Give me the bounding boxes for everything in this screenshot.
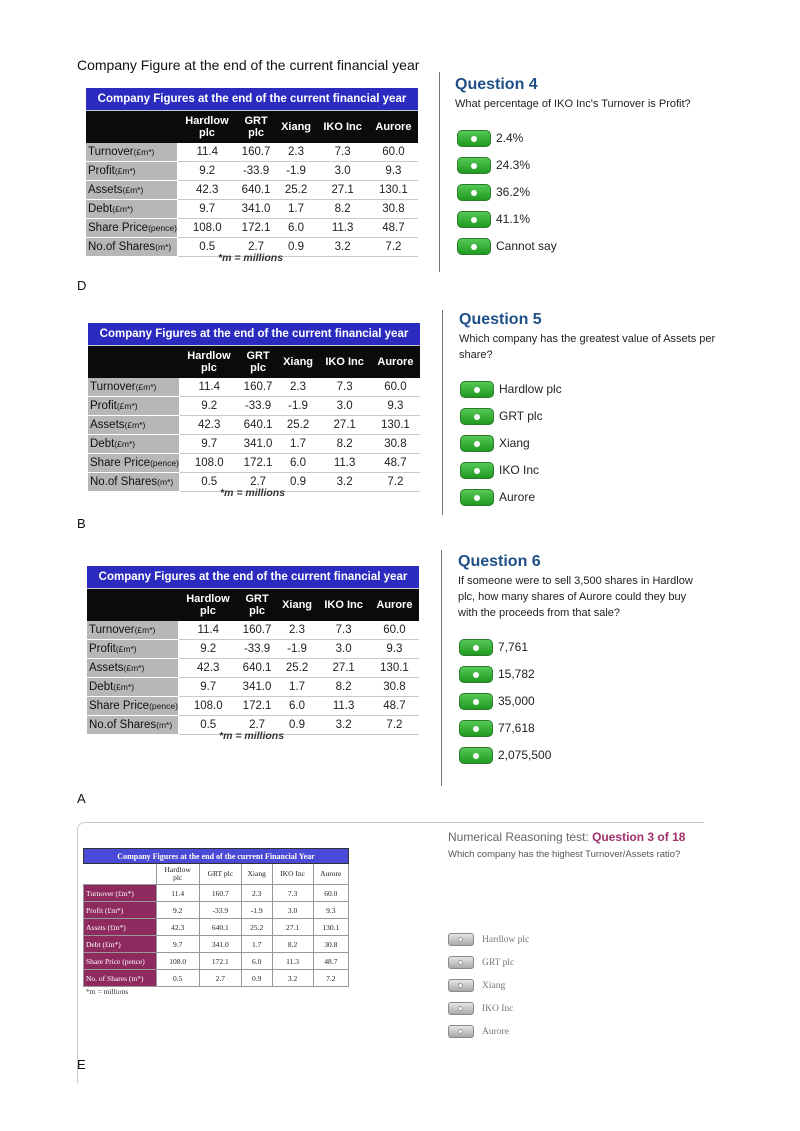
question-title: Question 4 — [455, 76, 538, 93]
section-letter: B — [77, 516, 86, 531]
question-text: Which company has the highest Turnover/Assets ratio? — [448, 849, 681, 860]
answer-option[interactable]: Xiang — [460, 432, 562, 454]
radio-button[interactable] — [448, 1025, 474, 1038]
answer-option[interactable]: GRT plc — [448, 955, 529, 970]
table-row: Turnover(£m*) 11.4 160.7 2.3 7.3 60.0 — [87, 621, 419, 640]
table-row: Profit(£m*) 9.2 -33.9 -1.9 3.0 9.3 — [88, 397, 420, 416]
section-letter: D — [77, 278, 87, 293]
radio-button[interactable] — [460, 489, 494, 506]
table-row: Profit(£m*) 9.2 -33.9 -1.9 3.0 9.3 — [86, 162, 418, 181]
table-caption: Company Figures at the end of the current financial year — [86, 88, 418, 111]
divider — [442, 310, 443, 515]
table-row: Turnover (£m*) 11.4 160.7 2.3 7.3 60.0 — [84, 885, 349, 902]
col-header-hardlow: Hardlow plc — [177, 111, 236, 144]
answer-option[interactable]: Aurore — [448, 1024, 529, 1039]
row-label: No.of Shares(m*) — [86, 238, 177, 257]
divider — [441, 550, 442, 786]
table-row: Debt(£m*) 9.7 341.0 1.7 8.2 30.8 — [86, 200, 418, 219]
col-header-iko: IKO Inc — [272, 864, 313, 885]
table-row: No.of Shares(m*) 0.5 2.7 0.9 3.2 7.2 — [88, 473, 420, 492]
col-header-aurore: Aurore — [370, 589, 419, 622]
col-header-xiang: Xiang — [276, 111, 317, 144]
col-header-hardlow: Hardlow plc — [178, 589, 237, 622]
col-header-hardlow: Hardlow plc — [156, 864, 199, 885]
row-label: Debt(£m*) — [87, 678, 178, 697]
table-row: Share Price (pence) 108.0 172.1 6.0 11.3 48.7 — [84, 953, 349, 970]
row-label: Profit(£m*) — [88, 397, 179, 416]
radio-button[interactable] — [457, 184, 491, 201]
table-row: Debt(£m*) 9.7 341.0 1.7 8.2 30.8 — [87, 678, 419, 697]
company-figures-table — [87, 566, 419, 735]
section-letter: E — [77, 1057, 86, 1072]
table-footnote: *m = millions — [86, 987, 129, 996]
answer-option[interactable]: 2.4% — [457, 127, 557, 149]
table-row: Profit (£m*) 9.2 -33.9 -1.9 3.0 9.3 — [84, 902, 349, 919]
answer-option[interactable]: Hardlow plc — [448, 932, 529, 947]
document-title: Company Figure at the end of the current financial year — [77, 57, 420, 73]
answer-options — [460, 378, 562, 508]
row-label: Share Price(pence) — [87, 697, 178, 716]
question-text: Which company has the greatest value of Assets per share? — [459, 333, 716, 361]
answer-option[interactable]: 7,761 — [459, 636, 551, 658]
table-row: No.of Shares(m*) 0.5 2.7 0.9 3.2 7.2 — [86, 238, 418, 257]
row-label: Profit(£m*) — [86, 162, 177, 181]
radio-button[interactable] — [457, 157, 491, 174]
answer-option[interactable]: Aurore — [460, 486, 562, 508]
table-row: No.of Shares(m*) 0.5 2.7 0.9 3.2 7.2 — [87, 716, 419, 735]
question-text: What percentage of IKO Inc's Turnover is Profit? — [455, 98, 691, 110]
table-row: Assets(£m*) 42.3 640.1 25.2 27.1 130.1 — [86, 181, 418, 200]
table-row: Assets(£m*) 42.3 640.1 25.2 27.1 130.1 — [87, 659, 419, 678]
section-letter: A — [77, 791, 86, 806]
row-label: Turnover(£m*) — [87, 621, 178, 640]
col-header-grt: GRT plc — [238, 346, 277, 379]
table-row: Share Price(pence) 108.0 172.1 6.0 11.3 48.7 — [86, 219, 418, 238]
col-header-xiang: Xiang — [278, 346, 319, 379]
row-label: Assets(£m*) — [88, 416, 179, 435]
divider — [439, 72, 440, 272]
answer-options — [457, 127, 557, 257]
question-counter: Question 3 of 18 — [592, 830, 686, 844]
answer-option[interactable]: Cannot say — [457, 235, 557, 257]
row-label: Turnover(£m*) — [86, 143, 177, 162]
answer-option[interactable]: 77,618 — [459, 717, 551, 739]
answer-option[interactable]: 15,782 — [459, 663, 551, 685]
table-row: Assets (£m*) 42.3 640.1 25.2 27.1 130.1 — [84, 919, 349, 936]
radio-button[interactable] — [459, 747, 493, 764]
answer-option[interactable]: GRT plc — [460, 405, 562, 427]
question-title: Question 6 — [458, 553, 541, 570]
answer-option[interactable]: 36.2% — [457, 181, 557, 203]
answer-option[interactable]: 35,000 — [459, 690, 551, 712]
answer-option[interactable]: IKO Inc — [460, 459, 562, 481]
col-header-grt: GRT plc — [236, 111, 275, 144]
row-label: Debt(£m*) — [86, 200, 177, 219]
radio-button[interactable] — [460, 435, 494, 452]
company-figures-table-e — [83, 848, 349, 987]
radio-button[interactable] — [448, 933, 474, 946]
radio-button[interactable] — [457, 211, 491, 228]
radio-button[interactable] — [448, 979, 474, 992]
radio-button[interactable] — [460, 462, 494, 479]
answer-options — [448, 932, 529, 1039]
table-row: Share Price(pence) 108.0 172.1 6.0 11.3 48.7 — [88, 454, 420, 473]
table-caption: Company Figures at the end of the current financial year — [88, 323, 420, 346]
table-row: Assets(£m*) 42.3 640.1 25.2 27.1 130.1 — [88, 416, 420, 435]
col-header-hardlow: Hardlow plc — [179, 346, 238, 379]
answer-option[interactable]: 2,075,500 — [459, 744, 551, 766]
table-footnote: *m = millions — [219, 730, 285, 742]
radio-button[interactable] — [460, 381, 494, 398]
answer-option[interactable]: IKO Inc — [448, 1001, 529, 1016]
col-header-xiang: Xiang — [277, 589, 318, 622]
table-row: Debt (£m*) 9.7 341.0 1.7 8.2 30.8 — [84, 936, 349, 953]
col-header-aurore: Aurore — [371, 346, 420, 379]
question-text: If someone were to sell 3,500 shares in Hardlow plc, how many shares of Aurore could they buy with the proceeds from that sale? — [458, 575, 693, 619]
test-title: Numerical Reasoning test: Question 3 of 18 — [448, 830, 686, 844]
table-row: Profit(£m*) 9.2 -33.9 -1.9 3.0 9.3 — [87, 640, 419, 659]
radio-button[interactable] — [448, 1002, 474, 1015]
answer-option[interactable]: 41.1% — [457, 208, 557, 230]
col-header-iko: IKO Inc — [317, 589, 369, 622]
col-header-xiang: Xiang — [241, 864, 272, 885]
radio-button[interactable] — [457, 238, 491, 255]
company-figures-table — [86, 88, 418, 257]
table-caption: Company Figures at the end of the current financial year — [87, 566, 419, 589]
col-header-aurore: Aurore — [313, 864, 348, 885]
table-footnote: *m = millions — [220, 487, 286, 499]
table-row: Turnover(£m*) 11.4 160.7 2.3 7.3 60.0 — [86, 143, 418, 162]
col-header-iko: IKO Inc — [318, 346, 370, 379]
col-header-grt: GRT plc — [199, 864, 241, 885]
answer-option[interactable]: Hardlow plc — [460, 378, 562, 400]
table-footnote: *m = millions — [218, 252, 284, 264]
row-label: Debt(£m*) — [88, 435, 179, 454]
row-label: Assets(£m*) — [86, 181, 177, 200]
row-label: Assets(£m*) — [87, 659, 178, 678]
radio-button[interactable] — [457, 130, 491, 147]
table-row: No. of Shares (m*) 0.5 2.7 0.9 3.2 7.2 — [84, 970, 349, 987]
row-label: Turnover(£m*) — [88, 378, 179, 397]
table-row: Turnover(£m*) 11.4 160.7 2.3 7.3 60.0 — [88, 378, 420, 397]
row-label: Share Price(pence) — [86, 219, 177, 238]
col-header-aurore: Aurore — [369, 111, 418, 144]
company-figures-table — [88, 323, 420, 492]
radio-button[interactable] — [448, 956, 474, 969]
row-label: No.of Shares(m*) — [88, 473, 179, 492]
radio-button[interactable] — [459, 693, 493, 710]
answer-option[interactable]: 24.3% — [457, 154, 557, 176]
table-row: Share Price(pence) 108.0 172.1 6.0 11.3 48.7 — [87, 697, 419, 716]
table-row: Debt(£m*) 9.7 341.0 1.7 8.2 30.8 — [88, 435, 420, 454]
radio-button[interactable] — [459, 639, 493, 656]
answer-option[interactable]: Xiang — [448, 978, 529, 993]
radio-button[interactable] — [460, 408, 494, 425]
question-title: Question 5 — [459, 311, 542, 328]
table-caption: Company Figures at the end of the current Financial Year — [84, 849, 349, 864]
row-label: Profit(£m*) — [87, 640, 178, 659]
col-header-grt: GRT plc — [237, 589, 276, 622]
answer-options — [459, 636, 551, 766]
radio-button[interactable] — [459, 720, 493, 737]
row-label: No.of Shares(m*) — [87, 716, 178, 735]
col-header-iko: IKO Inc — [316, 111, 368, 144]
row-label: Share Price(pence) — [88, 454, 179, 473]
radio-button[interactable] — [459, 666, 493, 683]
